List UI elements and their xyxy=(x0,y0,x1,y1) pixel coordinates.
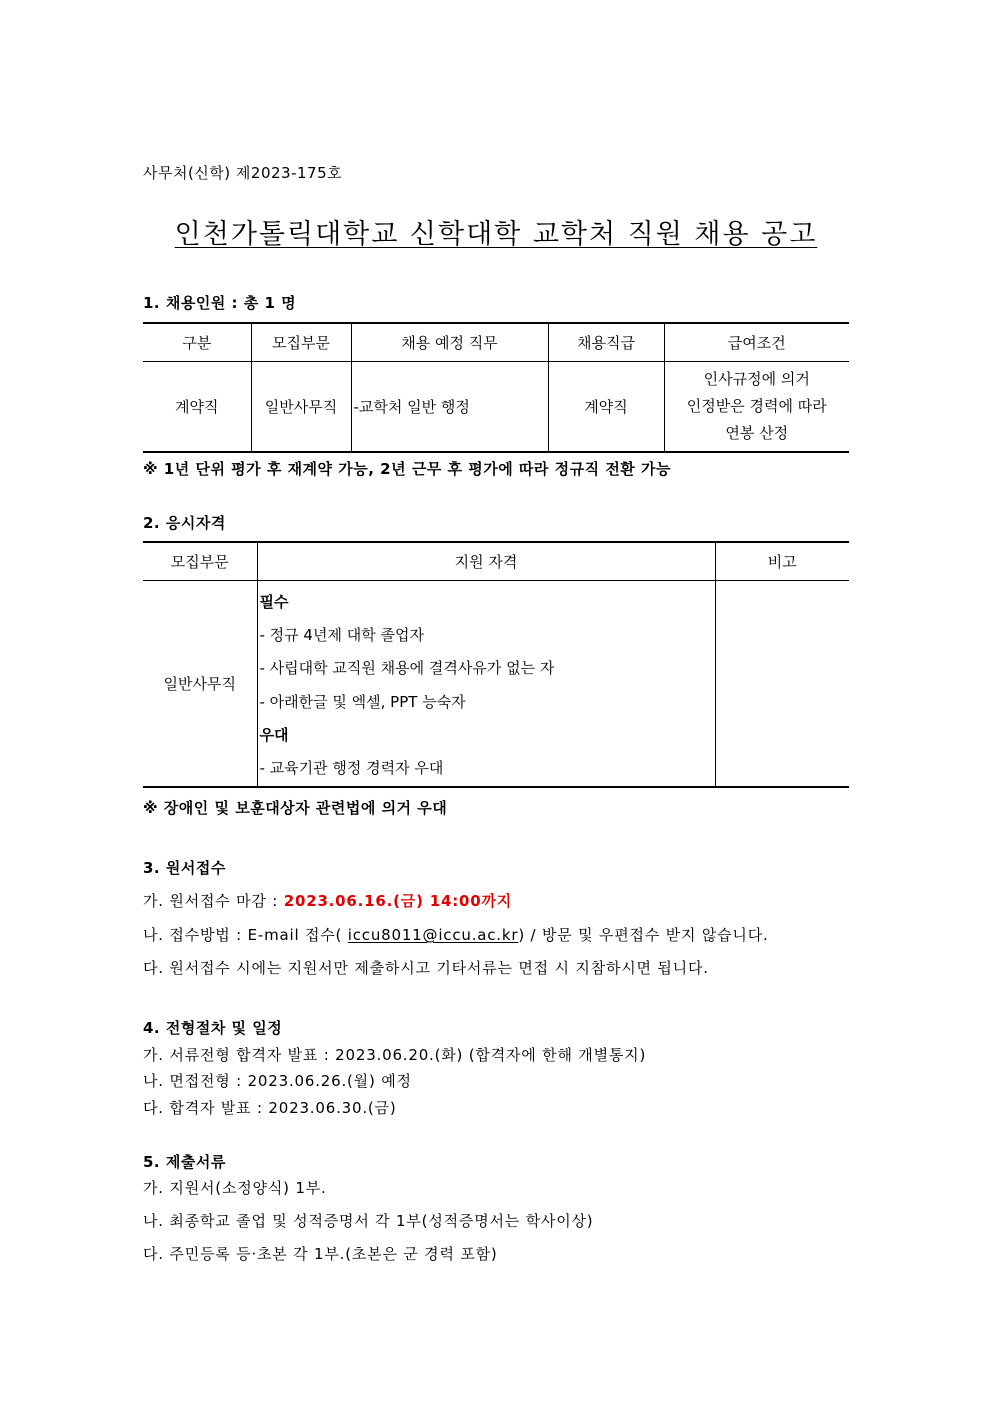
deadline-label: 가. 원서접수 마감 : xyxy=(143,892,284,910)
salary-cell xyxy=(664,362,849,453)
salary-line: 인사규정에 의거 xyxy=(703,370,810,388)
qualification-item: - 정규 4년제 대학 졸업자 xyxy=(259,626,424,645)
deadline-value: 2023.06.16.(금) 14:00까지 xyxy=(283,892,513,910)
table-header-row xyxy=(143,323,849,362)
title-text: 인천가톨릭대학교 신학대학 교학처 직원 채용 공고 xyxy=(174,219,818,250)
qualifications-cell xyxy=(257,581,715,788)
qualification-table xyxy=(143,541,849,788)
schedule-line: 다. 합격자 발표 : 2023.06.30.(금) xyxy=(143,1099,397,1117)
salary-line: 인정받은 경력에 따라 xyxy=(686,397,827,415)
header-cell: 모집부문 xyxy=(143,542,257,581)
table-row xyxy=(143,362,849,453)
employment-type-cell: 계약직 xyxy=(143,362,251,453)
email-link[interactable]: iccu8011@iccu.ac.kr xyxy=(347,926,519,944)
department-cell: 일반사무직 xyxy=(143,581,257,788)
header-cell: 채용 예정 직무 xyxy=(351,323,548,362)
preferred-label: 우대 xyxy=(259,725,289,744)
department-cell: 일반사무직 xyxy=(251,362,351,453)
duty-cell: -교학처 일반 행정 xyxy=(351,362,548,453)
section2-note: ※ 장애인 및 보훈대상자 관련법에 의거 우대 xyxy=(143,799,448,817)
section5-heading: 5. 제출서류 xyxy=(143,1153,226,1171)
table-row xyxy=(143,581,849,788)
method-line xyxy=(143,924,769,945)
table-header-row xyxy=(143,542,849,581)
qualification-item: - 사립대학 교직원 채용에 결격사유가 없는 자 xyxy=(259,659,555,678)
page-title xyxy=(0,212,992,251)
document-line: 가. 지원서(소정양식) 1부. xyxy=(143,1179,327,1197)
schedule-line: 가. 서류전형 합격자 발표 : 2023.06.20.(화) (합격자에 한해 개별통지) xyxy=(143,1046,647,1064)
notice-line: 다. 원서접수 시에는 지원서만 제출하시고 기타서류는 면접 시 지참하시면 됩니다. xyxy=(143,959,709,977)
section1-note: ※ 1년 단위 평가 후 재계약 가능, 2년 근무 후 평가에 따라 정규직 전환 가능 xyxy=(143,460,671,478)
header-cell: 비고 xyxy=(715,542,849,581)
document-line: 나. 최종학교 졸업 및 성적증명서 각 1부(성적증명서는 학사이상) xyxy=(143,1212,594,1230)
salary-line: 연봉 산정 xyxy=(725,424,789,442)
schedule-line: 나. 면접전형 : 2023.06.26.(월) 예정 xyxy=(143,1072,412,1090)
header-cell: 급여조건 xyxy=(664,323,849,362)
header-cell: 채용직급 xyxy=(548,323,664,362)
method-label: 나. 접수방법 : E-mail 접수( xyxy=(143,926,348,944)
remark-cell xyxy=(715,581,849,788)
document-number: 사무처(신학) 제2023-175호 xyxy=(143,164,343,182)
recruitment-table xyxy=(143,322,849,453)
method-suffix: ) / 방문 및 우편접수 받지 않습니다. xyxy=(518,926,769,944)
section1-heading: 1. 채용인원 : 총 1 명 xyxy=(143,294,297,312)
deadline-line xyxy=(143,890,512,911)
section4-heading: 4. 전형절차 및 일정 xyxy=(143,1019,283,1037)
section2-heading: 2. 응시자격 xyxy=(143,514,226,532)
grade-cell: 계약직 xyxy=(548,362,664,453)
qualification-item: - 교육기관 행정 경력자 우대 xyxy=(259,759,444,778)
header-cell: 모집부문 xyxy=(251,323,351,362)
required-label: 필수 xyxy=(259,593,289,611)
document-line: 다. 주민등록 등·초본 각 1부.(초본은 군 경력 포함) xyxy=(143,1245,498,1263)
header-cell: 구분 xyxy=(143,323,251,362)
section3-heading: 3. 원서접수 xyxy=(143,859,226,877)
header-cell: 지원 자격 xyxy=(257,542,715,581)
qualification-item: - 아래한글 및 엑셀, PPT 능숙자 xyxy=(259,692,466,711)
